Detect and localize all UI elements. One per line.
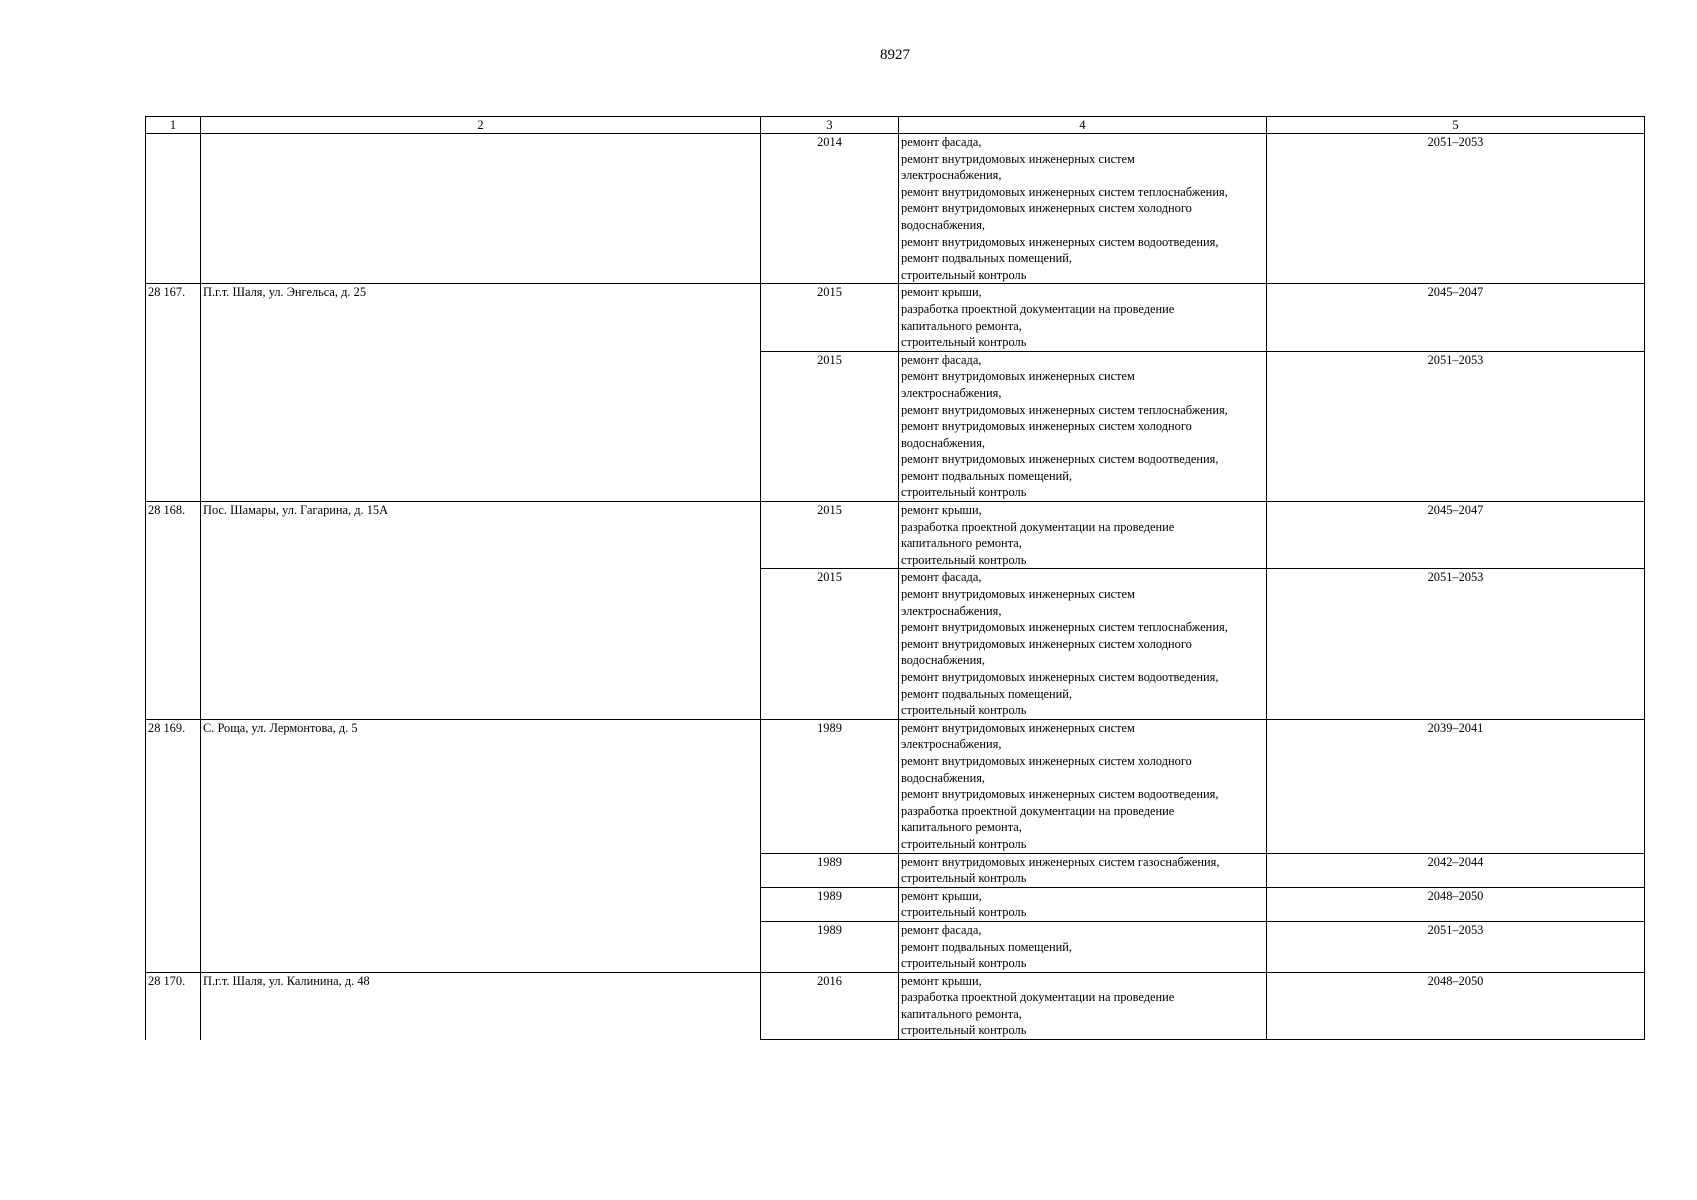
header-col-5: 5 (1267, 117, 1645, 134)
build-year: 1989 (761, 853, 899, 887)
repair-works (899, 284, 1267, 351)
repair-work-item: ремонт внутридомовых инженерных систем холодного (901, 636, 1192, 651)
repair-work-item: ремонт подвальных помещений, (901, 251, 1072, 266)
building-address: С. Роща, ул. Лермонтова, д. 5 (201, 719, 761, 972)
repair-works (899, 569, 1267, 719)
repair-works (899, 972, 1267, 1039)
repair-work-item: водоснабжения, (901, 653, 985, 668)
row-number: 28 169. (146, 719, 201, 972)
table-row (146, 284, 1645, 351)
repair-work-item: ремонт внутридомовых инженерных систем водоотведения, (901, 234, 1219, 249)
repair-work-item: ремонт внутридомовых инженерных систем водоотведения, (901, 787, 1219, 802)
repair-work-item: строительный контроль (901, 552, 1027, 567)
repair-work-item: ремонт внутридомовых инженерных систем (901, 587, 1135, 602)
repair-work-item: капитального ремонта, (901, 318, 1022, 333)
build-year: 1989 (761, 719, 899, 853)
repair-work-item: ремонт внутридомовых инженерных систем теплоснабжения, (901, 184, 1228, 199)
repair-work-item: ремонт крыши, (901, 285, 982, 300)
repair-works (899, 921, 1267, 972)
repair-work-item: строительный контроль (901, 703, 1027, 718)
repair-work-item: капитального ремонта, (901, 820, 1022, 835)
build-year: 2015 (761, 569, 899, 719)
repair-period: 2048–2050 (1267, 972, 1645, 1039)
header-col-4: 4 (899, 117, 1267, 134)
repair-work-item: ремонт фасада, (901, 135, 982, 149)
row-number: 28 170. (146, 972, 201, 1039)
header-col-1: 1 (146, 117, 201, 134)
repair-work-item: ремонт внутридомовых инженерных систем холодного (901, 753, 1192, 768)
repair-work-item: ремонт подвальных помещений, (901, 686, 1072, 701)
repair-work-item: ремонт крыши, (901, 973, 982, 988)
row-number: 28 167. (146, 284, 201, 502)
row-number: 28 168. (146, 502, 201, 720)
repair-work-item: водоснабжения, (901, 435, 985, 450)
repair-works (899, 719, 1267, 853)
repair-work-item: ремонт внутридомовых инженерных систем водоотведения, (901, 452, 1219, 467)
repair-work-item: разработка проектной документации на проведение (901, 990, 1175, 1005)
repair-works (899, 134, 1267, 284)
build-year: 2014 (761, 134, 899, 284)
repair-work-item: ремонт подвальных помещений, (901, 939, 1072, 954)
building-address: Пос. Шамары, ул. Гагарина, д. 15А (201, 502, 761, 720)
header-col-2: 2 (201, 117, 761, 134)
repair-period: 2042–2044 (1267, 853, 1645, 887)
repair-work-item: строительный контроль (901, 485, 1027, 500)
repair-work-item: электроснабжения, (901, 603, 1002, 618)
repair-period: 2039–2041 (1267, 719, 1645, 853)
repair-work-item: разработка проектной документации на проведение (901, 301, 1175, 316)
repair-period: 2045–2047 (1267, 502, 1645, 569)
register-body (146, 117, 1645, 1040)
repair-work-item: ремонт внутридомовых инженерных систем холодного (901, 201, 1192, 216)
repair-work-item: ремонт подвальных помещений, (901, 468, 1072, 483)
repair-work-item: ремонт фасада, (901, 922, 982, 937)
repair-work-item: капитального ремонта, (901, 536, 1022, 551)
repair-period: 2051–2053 (1267, 569, 1645, 719)
building-address: П.г.т. Шаля, ул. Энгельса, д. 25 (201, 284, 761, 502)
repair-work-item: ремонт внутридомовых инженерных систем теплоснабжения, (901, 620, 1228, 635)
header-col-3: 3 (761, 117, 899, 134)
repair-work-item: капитального ремонта, (901, 1006, 1022, 1021)
repair-work-item: строительный контроль (901, 836, 1027, 851)
repair-work-item: электроснабжения, (901, 737, 1002, 752)
register-table (145, 116, 1645, 1040)
repair-works (899, 853, 1267, 887)
table-row (146, 719, 1645, 853)
table-row (146, 502, 1645, 569)
repair-works (899, 351, 1267, 501)
build-year: 1989 (761, 887, 899, 921)
repair-work-item: ремонт внутридомовых инженерных систем (901, 151, 1135, 166)
repair-work-item: строительный контроль (901, 335, 1027, 350)
repair-work-item: электроснабжения, (901, 168, 1002, 183)
repair-work-item: ремонт фасада, (901, 352, 982, 367)
repair-work-item: ремонт внутридомовых инженерных систем (901, 720, 1135, 735)
build-year: 2015 (761, 502, 899, 569)
page-number: 8927 (880, 47, 910, 63)
build-year: 2015 (761, 351, 899, 501)
repair-period: 2051–2053 (1267, 351, 1645, 501)
table-row (146, 134, 1645, 284)
table-row (146, 972, 1645, 1039)
repair-works (899, 887, 1267, 921)
repair-work-item: разработка проектной документации на проведение (901, 519, 1175, 534)
repair-work-item: электроснабжения, (901, 385, 1002, 400)
repair-period: 2051–2053 (1267, 134, 1645, 284)
repair-work-item: ремонт крыши, (901, 503, 982, 518)
build-year: 2016 (761, 972, 899, 1039)
build-year: 1989 (761, 921, 899, 972)
repair-period: 2045–2047 (1267, 284, 1645, 351)
repair-work-item: ремонт внутридомовых инженерных систем теплоснабжения, (901, 402, 1228, 417)
repair-work-item: строительный контроль (901, 871, 1027, 886)
repair-work-item: водоснабжения, (901, 217, 985, 232)
repair-work-item: ремонт фасада, (901, 570, 982, 585)
row-number (146, 134, 201, 284)
repair-work-item: строительный контроль (901, 905, 1027, 920)
repair-work-item: разработка проектной документации на проведение (901, 803, 1175, 818)
repair-period: 2051–2053 (1267, 921, 1645, 972)
repair-work-item: строительный контроль (901, 956, 1027, 971)
repair-period: 2048–2050 (1267, 887, 1645, 921)
build-year: 2015 (761, 284, 899, 351)
repair-work-item: ремонт крыши, (901, 888, 982, 903)
repair-works (899, 502, 1267, 569)
repair-work-item: ремонт внутридомовых инженерных систем газоснабжения, (901, 854, 1220, 869)
repair-work-item: строительный контроль (901, 267, 1027, 282)
building-address (201, 134, 761, 284)
repair-work-item: ремонт внутридомовых инженерных систем водоотведения, (901, 670, 1219, 684)
repair-work-item: водоснабжения, (901, 770, 985, 785)
repair-work-item: ремонт внутридомовых инженерных систем холодного (901, 419, 1192, 434)
building-address: П.г.т. Шаля, ул. Калинина, д. 48 (201, 972, 761, 1039)
repair-work-item: строительный контроль (901, 1023, 1027, 1038)
repair-work-item: ремонт внутридомовых инженерных систем (901, 369, 1135, 384)
header-row (146, 117, 1645, 134)
